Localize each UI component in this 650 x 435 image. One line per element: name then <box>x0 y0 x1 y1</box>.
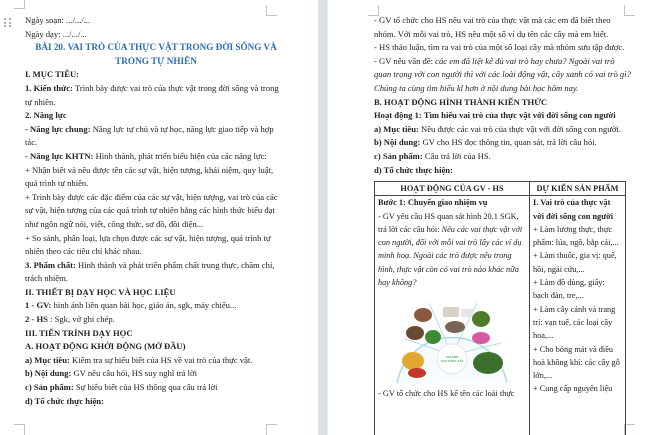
content-text: GV nêu câu hỏi, HS suy nghĩ trả lời <box>71 368 197 379</box>
document-page-1 <box>0 0 318 435</box>
khtn-item: nhiên theo các tiêu chí khác nhau. <box>25 246 142 257</box>
plant-roles-infographic-icon <box>393 293 511 385</box>
organization-label: d) Tổ chức thực hiện: <box>25 395 104 406</box>
drag-handle-icon[interactable] <box>4 18 12 28</box>
page-gap <box>318 0 328 435</box>
page-2-body[interactable] <box>374 14 636 177</box>
objective-label: a) Mục tiêu: <box>25 354 70 365</box>
date-prepared: Ngày soạn: .../.../... <box>25 15 91 25</box>
activity-table[interactable] <box>374 181 626 435</box>
margin-crop-mark <box>14 0 25 9</box>
activity-text: - GV tổ chức cho HS kể tên các loài thực <box>378 389 515 399</box>
khtn-competence-text: Hình thành, phát triển biểu hiện của các năng lực: <box>93 150 267 161</box>
expected-item: + Cung cấp nguyên liệu <box>533 384 613 394</box>
student-materials-text: : Sgk, vở ghi chép. <box>47 314 115 325</box>
question-text: Nêu các vai thực vật với con người, đối với mỗi vai trò lấy các ví dụ minh hoạ. Ngoài các trò được nêu trong hình, thực vật còn có vai trò nào khác nữa hay không? <box>378 224 523 288</box>
paragraph: - GV tổ chức cho HS nêu vai trò của thực vật mà các em đã biết theo <box>374 15 611 25</box>
general-competence-text-cont: tác. <box>25 137 38 148</box>
svg-text:VAI TRÒ: VAI TRÒ <box>446 355 458 360</box>
objective-text: Kiểm tra sự hiểu biết của HS về vai trò của thực vật. <box>69 354 253 365</box>
teacher-materials-label: 1 - GV: <box>25 300 52 311</box>
product-text: Câu trả lời của HS. <box>422 150 491 161</box>
issue-text-cont: quan trọng với con người thì với các loài động vật, cây xanh có vai trò gì? <box>374 69 631 80</box>
student-materials-label: 2 - HS <box>25 314 48 325</box>
general-competence-label: - Năng lực chung: <box>25 123 91 134</box>
activity-1-heading: Hoạt động 1: Tìm hiểu vai trò của thực vật với đời sống con người <box>374 110 616 121</box>
objective-label: a) Mục tiêu: <box>374 123 419 134</box>
khtn-item: sự vật, hiện tượng của các quá trình tự nhiên bằng các hình thức biểu đạt <box>25 205 275 216</box>
quality-text: Hình thành và phát triển phẩm chất trung thực, chăm chỉ, <box>75 259 275 270</box>
document-page-2 <box>328 0 650 435</box>
product-label: c) Sản phẩm: <box>25 382 74 393</box>
content-label: b) Nội dung: <box>374 137 421 148</box>
section-heading-procedure: III. TIẾN TRÌNH DẠY HỌC <box>25 327 133 338</box>
issue-text-cont: Chúng ta cùng tìm hiểu kĩ hơn ở nội dung bài học hôm nay. <box>374 82 579 93</box>
date-taught: Ngày dạy: .../.../... <box>25 28 87 39</box>
teacher-materials-text: hình ảnh liên quan bài học, giáo án, sgk, máy chiếu... <box>51 300 237 311</box>
content-label: b) Nội dung: <box>25 368 72 379</box>
expected-item: + Làm đồ dùng, giấy: bạch đàn, tre,... <box>533 278 605 301</box>
plant-roles-figure <box>393 293 511 385</box>
khtn-item: như ngôn ngữ nói, viết, công thức, sơ đồ, đồi diện... <box>25 218 204 229</box>
table-header-activity: HOẠT ĐỘNG CỦA GV - HS <box>375 182 530 196</box>
knowledge-text-cont: tự nhiên. <box>25 96 56 107</box>
activity-cell[interactable] <box>375 196 530 435</box>
organization-label: d) Tổ chức thực hiện: <box>374 164 453 175</box>
product-text: Sự hiểu biết của HS thông qua câu trả lời <box>73 382 218 393</box>
expected-item: + Làm lương thực, thực phẩm: lúa, ngô, bắp cải,... <box>533 224 619 248</box>
margin-crop-mark <box>266 424 277 435</box>
paragraph: - HS thảo luận, tìm ra vai trò của một số loại cây mà nhóm sưu tập được. <box>374 42 625 53</box>
issue-label: - GV nêu vấn đề: <box>374 55 434 66</box>
svg-text:CỦA THỰC VẬT: CỦA THỰC VẬT <box>440 359 464 364</box>
khtn-item: quá trình tự nhiên. <box>25 178 89 189</box>
knowledge-label: 1. Kiến thức: <box>25 82 73 93</box>
table-header-expected-product: DỰ KIẾN SẢN PHẨM <box>530 182 626 196</box>
knowledge-text: Trình bày được vai trò của thực vật trong đời sống và trong <box>72 82 279 93</box>
expected-item: + Làm thuốc, gia vị: quế, hồi, ngải cứu,... <box>533 251 617 274</box>
quality-label: 3. Phẩm chất: <box>25 259 76 270</box>
khtn-item: + So sánh, phân loại, lựa chọn được các sự vật, hiện tượng, quá trình tự <box>25 232 271 243</box>
expected-heading: I. Vai trò của thực vật với đời sống con người <box>533 198 614 221</box>
khtn-item: + Nhận biết và nêu được tên các sự vật, hiện tượng, khái niệm, quy luật, <box>25 164 274 175</box>
lesson-title-line-2: TRONG TỰ NHIÊN <box>115 55 197 66</box>
competence-heading: 2. Năng lực <box>25 110 67 121</box>
margin-crop-mark <box>14 424 25 435</box>
expected-item: + Làm cây cảnh và trang trí: vạn tuế, các loại cây hoa,... <box>533 304 616 341</box>
objective-text: Nêu được các vai trò của thực vật với đời sống con người. <box>418 123 621 134</box>
expected-product-cell[interactable] <box>530 196 626 435</box>
khtn-item: + Trình bày được các đặc điểm của các sự vật, hiện tượng, vai trò của các <box>25 191 278 202</box>
expected-item: + Cho bóng mát và điều hoà không khí: các cây gỗ lớn,... <box>533 344 620 381</box>
step-1-heading: Bước 1: Chuyển giao nhiệm vụ <box>378 198 488 208</box>
general-competence-text: Năng lực tự chủ và tự học, năng lực giao tiếp và hợp <box>90 123 274 134</box>
section-heading-objectives: I. MỤC TIÊU: <box>25 69 80 80</box>
product-label: c) Sản phẩm: <box>374 150 423 161</box>
quality-text-cont: trách nhiệm. <box>25 273 68 284</box>
paragraph: nhóm. Với mỗi vai trò, HS nêu một số ví dụ tên các cây mà em biết. <box>374 28 609 39</box>
page-1-body[interactable] <box>25 14 287 408</box>
lesson-title-line-1: BÀI 20. VAI TRÒ CỦA THỰC VẬT TRONG ĐỜI SỐNG VÀ <box>35 42 277 53</box>
task-text: - GV yêu cầu HS quan sát hình 20.1 SGK, trả lời các câu hỏi: <box>378 211 519 234</box>
section-heading-equipment: II. THIẾT BỊ DẠY HỌC VÀ HỌC LIỆU <box>25 286 176 297</box>
khtn-competence-label: - Năng lực KHTN: <box>25 150 94 161</box>
section-heading-knowledge: B. HOẠT ĐỘNG HÌNH THÀNH KIẾN THỨC <box>374 96 548 107</box>
content-text: GV cho HS đọc thông tin, quan sát, trả lời câu hỏi. <box>420 137 597 148</box>
section-heading-warmup: A. HOẠT ĐỘNG KHỞI ĐỘNG (MỞ ĐẦU) <box>25 341 186 352</box>
issue-text: các em đã liệt kê đủ vai trò hay chưa? Ngoài vai trò <box>433 55 615 66</box>
